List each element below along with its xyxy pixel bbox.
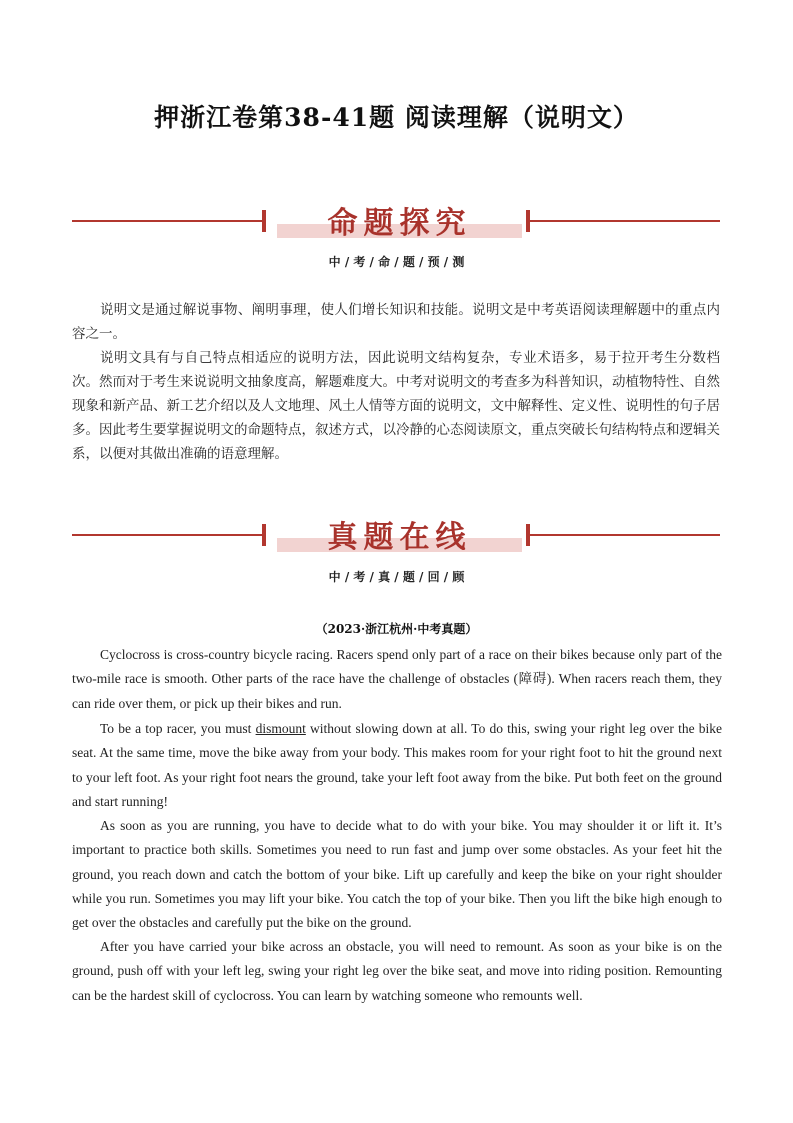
passage-paragraph-4: After you have carried your bike across an obstacle, you will need to remount. As soon as your bike is on the ground, push off with your left leg, swing your right leg over the bike seat, and move into riding position. Remounting can be the hardest skill of cyclocross. You can learn by watching someone who remounts well.	[72, 939, 722, 1003]
section-banner-real-exam	[72, 516, 720, 556]
passage-paragraph-1: Cyclocross is cross-country bicycle racing. Racers spend only part of a race on their bikes because only part of the two-mile race is smooth. Other parts of the race have the challenge of obstacles (障碍). When racers reach them, they can ride over them, or pick up their bikes and run.	[72, 647, 722, 711]
section-heading: 命题探究	[327, 206, 472, 241]
banner-rule-right	[530, 534, 720, 536]
page-title: 押浙江卷第38-41题 阅读理解（说明文）	[154, 103, 639, 132]
exam-source: （2023·浙江杭州·中考真题）	[315, 622, 478, 636]
passage-paragraph-3: As soon as you are running, you have to decide what to do with your bike. You may shoulder it or lift it. It’s important to practice both skills. Sometimes you need to run fast and jump over some obstacles. As your feet hit the ground, you reach down and catch the bottom of your bike. Lift up carefully and keep the bike on your right shoulder while you run. Sometimes you may lift your bike. You catch the top of your bike. Then you lift the bike high enough to get over the obstacles and carefully put the bike on the ground.	[72, 818, 722, 931]
intro-paragraph-2: 说明文具有与自己特点相适应的说明方法，因此说明文结构复杂，专业术语多，易于拉开考生分数档次。然而对于考生来说说明文抽象度高，解题难度大。中考对说明文的考查多为科普知识，动植物特性、自然现象和新产品、新工艺介绍以及人文地理、风土人情等方面的说明文，文中解释性、定义性、说明性的句子居多。因此考生要掌握说明文的命题特点，叙述方式，以冷静的心态阅读原文，重点突破长句结构特点和逻辑关系，以便对其做出准确的语意理解。	[72, 350, 720, 462]
intro-paragraph-1: 说明文是通过解说事物、阐明事理，使人们增长知识和技能。说明文是中考英语阅读理解题中的重点内容之一。	[72, 302, 720, 342]
banner-rule-left	[72, 220, 262, 222]
banner-bar-left	[262, 524, 266, 546]
passage-paragraph-2	[72, 717, 722, 814]
section-banner-proposition	[72, 202, 720, 242]
passage-text: To be a top racer, you must	[100, 721, 256, 736]
section-heading: 真题在线	[327, 520, 472, 555]
section-subtag: 中 / 考 / 真 / 题 / 回 / 顾	[328, 570, 465, 584]
passage-text: without slowing down at all. To do this, swing your right leg over the bike seat. At the same time, move the bike away from your body. This makes room for your right foot to hit the ground next to your left foot. As your right foot nears the ground, take your left foot away from the bike. Put both feet on the ground and start running!	[72, 721, 722, 809]
section-subtag: 中 / 考 / 命 / 题 / 预 / 测	[328, 255, 465, 269]
banner-rule-right	[530, 220, 720, 222]
banner-rule-left	[72, 534, 262, 536]
underlined-word: dismount	[255, 721, 306, 736]
banner-bar-left	[262, 210, 266, 232]
